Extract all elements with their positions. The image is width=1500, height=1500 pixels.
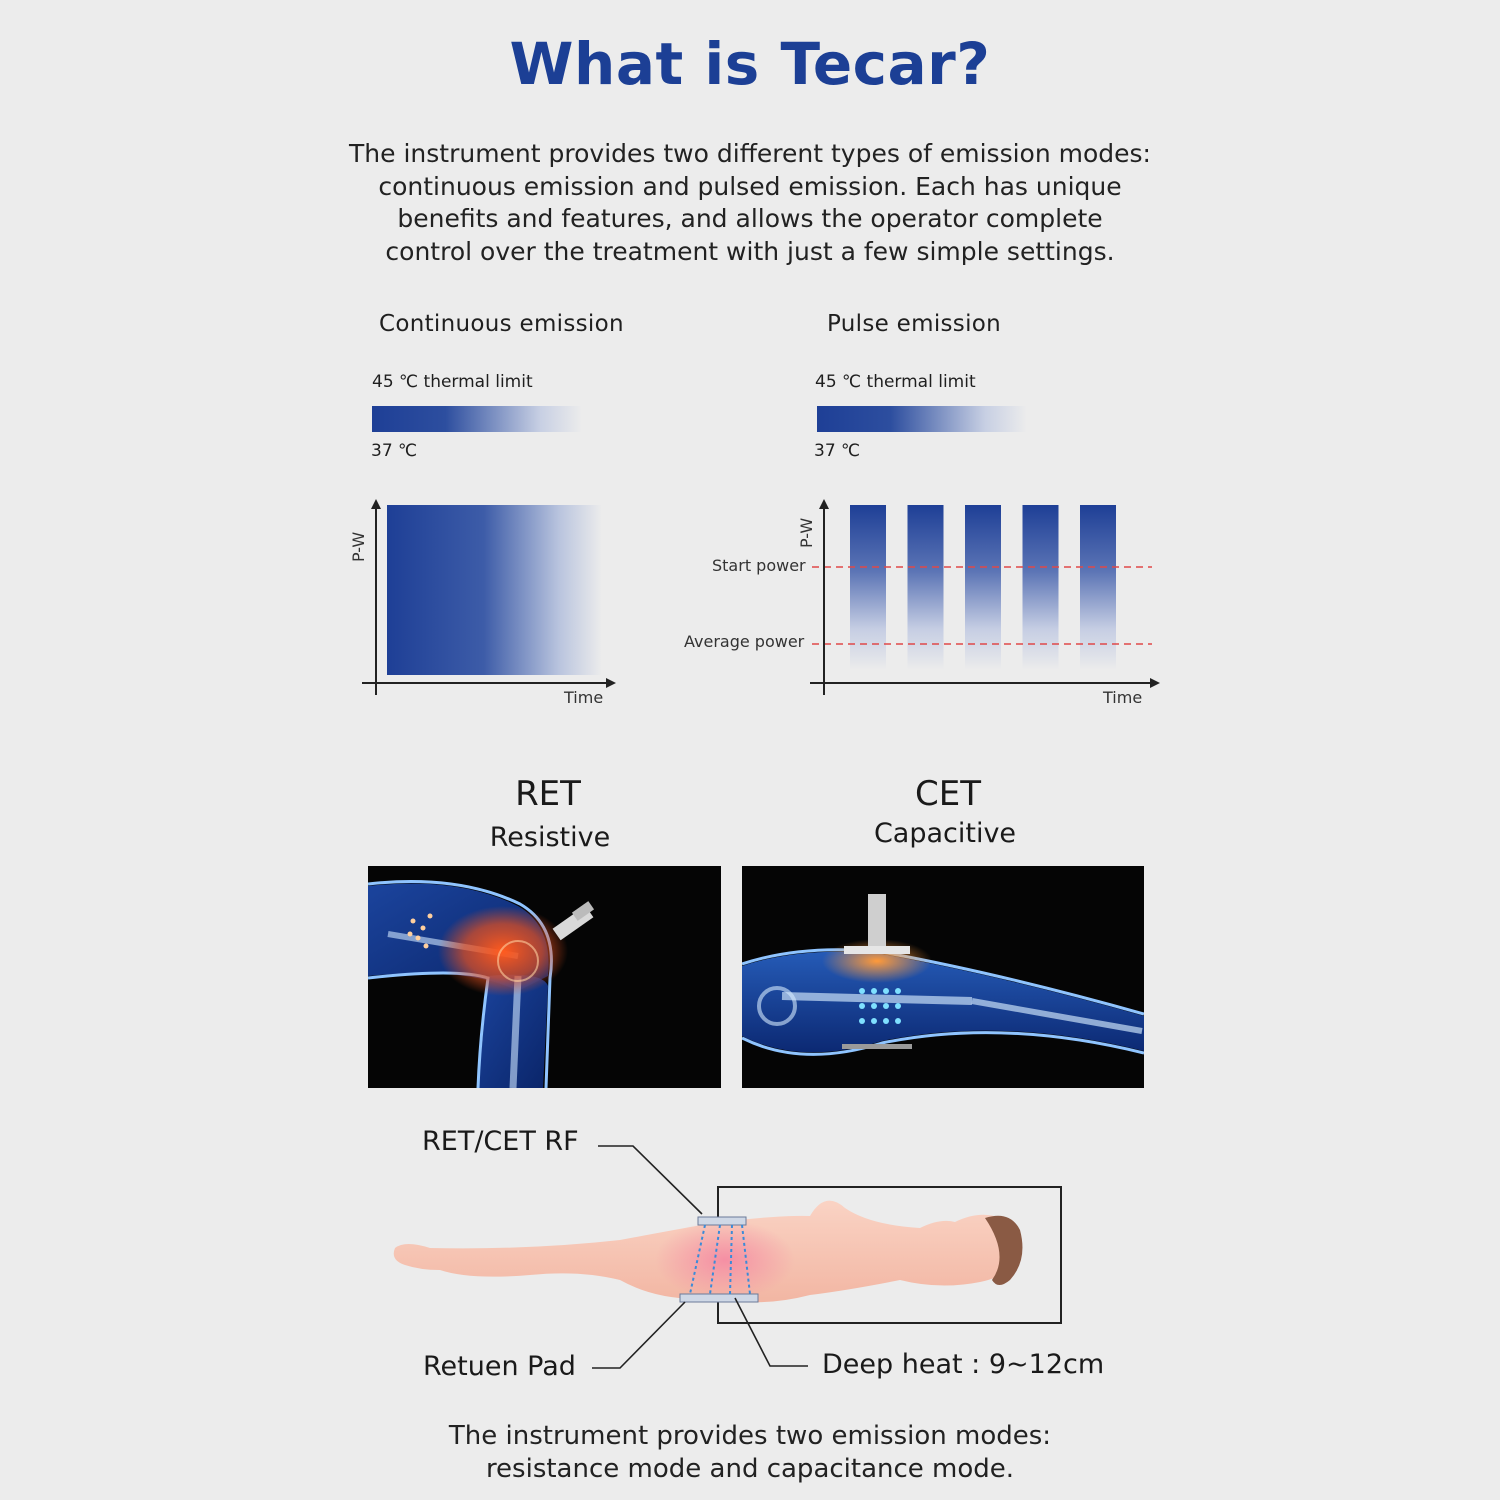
continuous-x-label: Time — [564, 688, 604, 707]
cet-title: CET — [915, 774, 981, 814]
continuous-heading: Continuous emission — [379, 311, 624, 337]
depth-leader-line — [735, 1298, 808, 1366]
continuous-x-arrow — [606, 678, 616, 688]
continuous-power-area — [387, 505, 602, 675]
rf-electrode — [698, 1217, 746, 1225]
deep-heat-label: Deep heat : 9~12cm — [822, 1349, 1105, 1380]
rf-leader-line — [598, 1146, 702, 1214]
cet-arm-illustration — [742, 866, 1144, 1088]
intro-paragraph — [300, 138, 1200, 268]
pulse-bar — [850, 505, 886, 670]
pulse-bar — [965, 505, 1001, 670]
knee-heat-zone — [438, 906, 568, 996]
continuous-limit-label: 45 ℃ thermal limit — [372, 372, 533, 392]
continuous-chart — [340, 495, 640, 715]
pulse-temperature-bar — [817, 406, 1027, 432]
pulse-x-label: Time — [1103, 688, 1143, 707]
torso-heat-zone — [655, 1220, 795, 1300]
return-pad-label: Retuen Pad — [423, 1351, 576, 1382]
continuous-y-arrow — [371, 499, 381, 509]
pulse-y-label: P-W — [797, 517, 816, 548]
rf-label: RET/CET RF — [422, 1126, 579, 1157]
intro-line: control over the treatment with just a few simple settings. — [385, 236, 1115, 266]
cet-probe — [868, 894, 886, 949]
intro-line: continuous emission and pulsed emission. Each has unique — [378, 171, 1122, 201]
page-title: What is Tecar? — [509, 30, 991, 98]
arm-graphic — [742, 866, 1144, 1088]
ret-title: RET — [515, 774, 581, 814]
intro-line: benefits and features, and allows the operator complete — [397, 204, 1103, 233]
continuous-y-label: P-W — [349, 531, 368, 562]
continuous-temperature-bar — [372, 406, 582, 432]
pulse-x-arrow — [1150, 678, 1160, 688]
continuous-base-label: 37 ℃ — [371, 441, 418, 461]
cet-subtitle: Capacitive — [873, 818, 1017, 849]
leg-outline-lower — [368, 973, 488, 1088]
cet-probe-plate — [844, 946, 910, 954]
pulse-bar — [1080, 505, 1116, 670]
pad-leader-line — [592, 1302, 685, 1368]
intro-line: The instrument provides two different types of emission modes: — [349, 139, 1151, 168]
pulse-limit-label: 45 ℃ thermal limit — [815, 372, 976, 392]
pulse-bar — [908, 505, 944, 670]
average-power-label: Average power — [684, 632, 805, 651]
pulse-y-arrow — [819, 499, 829, 509]
caption-line: The instrument provides two emission modes: — [448, 1421, 1052, 1451]
pulse-chart — [780, 495, 1170, 715]
pulse-bar — [1023, 505, 1059, 670]
knee-graphic — [368, 866, 721, 1088]
start-power-label: Start power — [712, 556, 806, 575]
ret-subtitle: Resistive — [489, 822, 611, 853]
bone-line — [782, 996, 972, 1001]
ret-knee-illustration — [368, 866, 721, 1088]
pulse-base-label: 37 ℃ — [814, 441, 861, 461]
bottom-caption — [300, 1420, 1200, 1486]
pulse-heading: Pulse emission — [827, 311, 1002, 337]
caption-line: resistance mode and capacitance mode. — [485, 1454, 1015, 1484]
cet-return-plate — [842, 1044, 912, 1049]
return-pad — [680, 1294, 758, 1302]
